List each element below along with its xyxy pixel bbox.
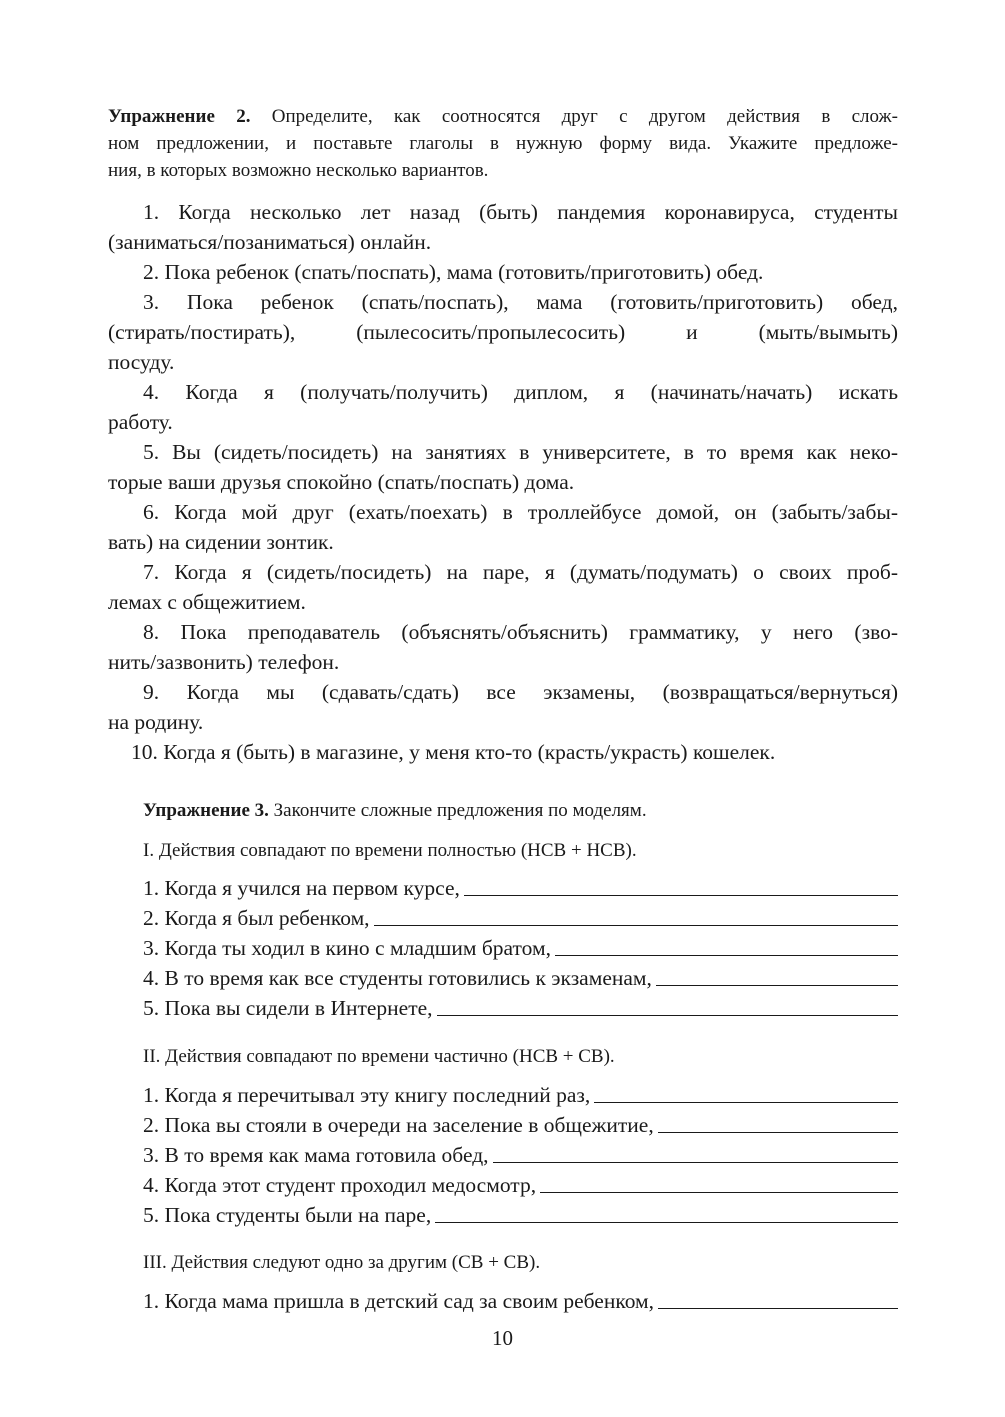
exercise2-item-line: 5. Вы (сидеть/посидеть) на занятиях в университете, в то время как неко- <box>143 440 898 464</box>
answer-blank[interactable] <box>594 1102 898 1103</box>
exercise2-item-line: 4. Когда я (получать/получить) диплом, я (начинать/начать) искать <box>143 380 898 404</box>
exercise2-item-line: 2. Пока ребенок (спать/поспать), мама (готовить/приготовить) обед. <box>143 260 764 284</box>
exercise2-title: Упражнение 2. <box>108 106 251 127</box>
exercise2-item-line: работу. <box>108 410 173 434</box>
exercise2-item-line: торые ваши друзья спокойно (спать/поспать) дома. <box>108 470 575 494</box>
exercise2-item-line: 10. Когда я (быть) в магазине, у меня кто-то (красть/украсть) кошелек. <box>131 740 776 764</box>
fill-in-item[interactable]: 5. Пока студенты были на паре, <box>143 1200 898 1230</box>
page-number: 10 <box>492 1326 513 1350</box>
fill-in-item[interactable]: 2. Когда я был ребенком, <box>143 903 898 933</box>
fill-in-item[interactable]: 1. Когда я перечитывал эту книгу последний раз, <box>143 1080 898 1110</box>
exercise2-item-line: 1. Когда несколько лет назад (быть) пандемия коронавируса, студенты <box>143 200 898 224</box>
answer-blank[interactable] <box>555 955 898 956</box>
answer-blank[interactable] <box>437 1015 898 1016</box>
exercise2-item-line: (заниматься/позаниматься) онлайн. <box>108 230 432 254</box>
section-heading: I. Действия совпадают по времени полностью (НСВ + НСВ). <box>143 840 637 861</box>
exercise2-item-line: вать) на сидении зонтик. <box>108 530 334 554</box>
fill-in-item[interactable]: 1. Когда мама пришла в детский сад за своим ребенком, <box>143 1286 898 1316</box>
exercise3-instruction: Упражнение 3. Закончите сложные предложения по моделям. <box>143 800 647 821</box>
section-heading: III. Действия следуют одно за другим (СВ + СВ). <box>143 1252 541 1273</box>
answer-blank[interactable] <box>656 985 898 986</box>
exercise2-instruction-line-1: Упражнение 2. Определите, как соотносятся друг с другом действия в слож- <box>108 106 899 127</box>
exercise2-item-line: нить/зазвонить) телефон. <box>108 650 340 674</box>
answer-blank[interactable] <box>464 895 898 896</box>
answer-blank[interactable] <box>493 1162 898 1163</box>
exercise3-title: Упражнение 3. <box>143 800 269 821</box>
exercise2-item-line: 6. Когда мой друг (ехать/поехать) в троллейбусе домой, он (забыть/забы- <box>143 500 898 524</box>
exercise2-instruction-line-2: ном предложении, и поставьте глаголы в нужную форму вида. Укажите предложе- <box>108 133 898 154</box>
exercise2-item-line: 8. Пока преподаватель (объяснять/объяснить) грамматику, у него (зво- <box>143 620 898 644</box>
fill-in-item[interactable]: 2. Пока вы стояли в очереди на заселение в общежитие, <box>143 1110 898 1140</box>
fill-in-item[interactable]: 4. Когда этот студент проходил медосмотр, <box>143 1170 898 1200</box>
fill-in-item[interactable]: 4. В то время как все студенты готовились к экзаменам, <box>143 963 898 993</box>
answer-blank[interactable] <box>435 1222 898 1223</box>
exercise2-instruction-line-3: ния, в которых возможно несколько вариантов. <box>108 160 489 181</box>
section-heading: II. Действия совпадают по времени частично (НСВ + СВ). <box>143 1046 615 1067</box>
answer-blank[interactable] <box>658 1132 898 1133</box>
fill-in-item[interactable]: 1. Когда я учился на первом курсе, <box>143 873 898 903</box>
fill-in-item[interactable]: 3. В то время как мама готовила обед, <box>143 1140 898 1170</box>
answer-blank[interactable] <box>374 925 898 926</box>
fill-in-item[interactable]: 3. Когда ты ходил в кино с младшим братом, <box>143 933 898 963</box>
fill-in-item[interactable]: 5. Пока вы сидели в Интернете, <box>143 993 898 1023</box>
exercise2-item-line: на родину. <box>108 710 204 734</box>
exercise2-item-line: посуду. <box>108 350 175 374</box>
answer-blank[interactable] <box>540 1192 898 1193</box>
exercise2-item-line: 9. Когда мы (сдавать/сдать) все экзамены, (возвращаться/вернуться) <box>143 680 898 704</box>
exercise2-item-line: (стирать/постирать), (пылесосить/пропылесосить) и (мыть/вымыть) <box>108 320 898 344</box>
exercise2-item-line: 7. Когда я (сидеть/посидеть) на паре, я (думать/подумать) о своих проб- <box>143 560 898 584</box>
exercise2-item-line: лемах с общежитием. <box>108 590 306 614</box>
exercise2-item-line: 3. Пока ребенок (спать/поспать), мама (готовить/приготовить) обед, <box>143 290 898 314</box>
answer-blank[interactable] <box>658 1308 898 1309</box>
